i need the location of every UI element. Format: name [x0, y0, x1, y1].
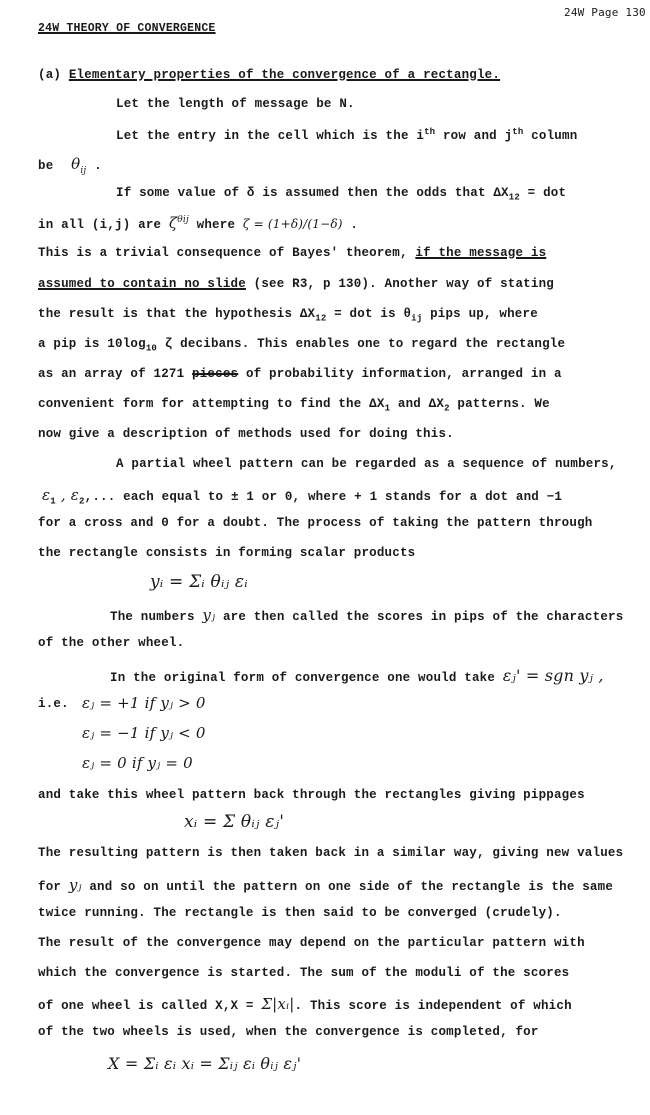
- text-line-20: i.e.: [38, 697, 69, 711]
- line-5-part-a: in all (i,j) are: [38, 218, 169, 232]
- text-line-22: The resulting pattern is then taken back in a similar way, giving new values: [38, 846, 624, 860]
- text-line-9: [38, 337, 565, 354]
- line-8-part-c: pips up, where: [422, 307, 538, 321]
- line-27-part-a: of one wheel is called X,X =: [38, 999, 262, 1013]
- text-line-18: of the other wheel.: [38, 636, 185, 650]
- text-line-10: [38, 367, 562, 381]
- subscript-1: 1: [384, 403, 391, 414]
- text-line-14: [42, 486, 562, 507]
- text-line-2: [116, 127, 577, 143]
- sum-moduli: Σ|xᵢ|: [261, 995, 295, 1013]
- sgn-formula: εⱼ' = sgn yⱼ ,: [502, 666, 604, 685]
- page-reference: 24W Page 130: [564, 6, 646, 19]
- case-zero: εⱼ = 0 if yⱼ = 0: [82, 754, 193, 772]
- line-9-part-b: ζ decibans. This enables one to regard the rectangle: [157, 337, 566, 351]
- line-17-part-c: are then called the scores in pips of the characters: [215, 610, 624, 624]
- text-line-3: be $\theta_{ij}$ .: [38, 155, 102, 176]
- line-8-part-b: = dot is θ: [326, 307, 412, 321]
- subscript-2: 2: [444, 403, 450, 414]
- superscript-th: th: [424, 127, 436, 137]
- text-line-13: A partial wheel pattern can be regarded as a sequence of numbers,: [116, 457, 617, 471]
- text-line-5: [38, 214, 358, 232]
- section-title: [38, 68, 500, 82]
- line-9-part-a: a pip is 10log: [38, 337, 146, 351]
- text-line-1: Let the length of message be N.: [116, 97, 355, 111]
- line-2-part-a: Let the entry in the cell which is the i: [116, 129, 425, 144]
- subscript-12: 12: [508, 192, 520, 203]
- line-14-part-c: ,... each equal to ± 1 or 0, where + 1 stands for a dot and −1: [84, 490, 563, 504]
- line-4-part-b: = dot: [519, 186, 567, 200]
- subscript-ij: ij: [411, 313, 423, 324]
- epsilon-2: , ε: [55, 486, 80, 504]
- line-6-underlined: if the message is: [415, 246, 547, 260]
- text-line-12: now give a description of methods used for doing this.: [38, 427, 454, 441]
- text-line-11: [38, 397, 550, 414]
- text-line-19: [110, 666, 604, 685]
- line-7-part-b: (see R3, p 130). Another way of stating: [245, 277, 554, 291]
- subscript-10: 10: [145, 343, 158, 354]
- text-line-21: and take this wheel pattern back through the rectangles giving pippages: [38, 788, 585, 802]
- subscript-eps-1: 1: [50, 496, 56, 507]
- line-23-part-a: for: [38, 880, 69, 894]
- line-17-part-a: The numbers: [110, 610, 203, 624]
- subscript-12-b: 12: [315, 313, 327, 324]
- y-j-symbol: yⱼ: [202, 606, 216, 624]
- subscript-eps-2: 2: [79, 496, 85, 507]
- equation-pippages: xᵢ = Σ θᵢⱼ εⱼ': [184, 812, 285, 832]
- superscript-th-2: th: [512, 127, 524, 137]
- line-11-part-b: and ΔΧ: [390, 397, 445, 411]
- text-line-17: [110, 606, 623, 624]
- line-11-part-a: convenient form for attempting to find the ΔΧ: [38, 397, 385, 411]
- text-line-15: for a cross and 0 for a doubt. The process of taking the pattern through: [38, 516, 593, 530]
- text-line-4: [116, 186, 566, 203]
- text-line-28: of the two wheels is used, when the convergence is completed, for: [38, 1025, 539, 1039]
- line-23-part-c: and so on until the pattern on one side of the rectangle is the same: [81, 880, 614, 894]
- line-10-part-a: as an array of 1271: [38, 367, 193, 381]
- line-4-part-a: If some value of δ is assumed then the odds that ΔΧ: [116, 186, 509, 200]
- line-27-part-c: . This score is independent of which: [294, 999, 572, 1013]
- text-line-23: [38, 876, 613, 894]
- section-title-text: Elementary properties of the convergence of a rectangle.: [68, 68, 501, 82]
- equation-scalar-product: yᵢ = Σᵢ θᵢⱼ εᵢ: [150, 572, 248, 592]
- struck-word: pieces: [192, 367, 239, 381]
- line-2-part-c: column: [523, 129, 578, 144]
- text-line-24: twice running. The rectangle is then said to be converged (crudely).: [38, 906, 562, 920]
- line-11-part-c: patterns. We: [449, 397, 550, 411]
- equation-score-x: X = Σᵢ εᵢ xᵢ = Σᵢⱼ εᵢ θᵢⱼ εⱼ': [108, 1054, 302, 1073]
- line-6-part-a: This is a trivial consequence of Bayes' theorem,: [38, 246, 416, 260]
- text-line-16: the rectangle consists in forming scalar products: [38, 546, 416, 560]
- text-line-25: The result of the convergence may depend on the particular pattern with: [38, 936, 585, 950]
- section-title-prefix: (a): [38, 68, 69, 82]
- line-2-part-b: row and j: [435, 129, 513, 144]
- case-positive: εⱼ = +1 if yⱼ > 0: [82, 694, 206, 712]
- epsilon-1: ε: [42, 486, 51, 504]
- line-5-part-b: where: [188, 218, 243, 232]
- line-8-part-a: the result is that the hypothesis ΔΧ: [38, 307, 316, 321]
- y-j-symbol-2: yⱼ: [68, 876, 82, 894]
- page-heading: 24W THEORY OF CONVERGENCE: [38, 22, 216, 35]
- text-line-27: [38, 995, 572, 1013]
- zeta-formula: ζ = (1+δ)/(1−δ): [242, 217, 343, 231]
- text-line-8: [38, 307, 538, 324]
- line-19-part-a: In the original form of convergence one would take: [110, 671, 503, 685]
- theta-symbol: $\theta_{ij}$: [71, 155, 87, 176]
- text-line-6: [38, 246, 546, 260]
- line-10-part-c: of probability information, arranged in a: [238, 367, 562, 381]
- text-line-7: [38, 277, 554, 291]
- text-line-26: which the convergence is started. The sum of the moduli of the scores: [38, 966, 570, 980]
- case-negative: εⱼ = −1 if yⱼ < 0: [82, 724, 206, 742]
- line-3-text: be: [38, 159, 54, 173]
- zeta-power: $\zeta^{\theta ij}$: [168, 214, 189, 232]
- line-7-underlined: assumed to contain no slide: [38, 277, 246, 291]
- line-5-part-c: .: [342, 218, 359, 232]
